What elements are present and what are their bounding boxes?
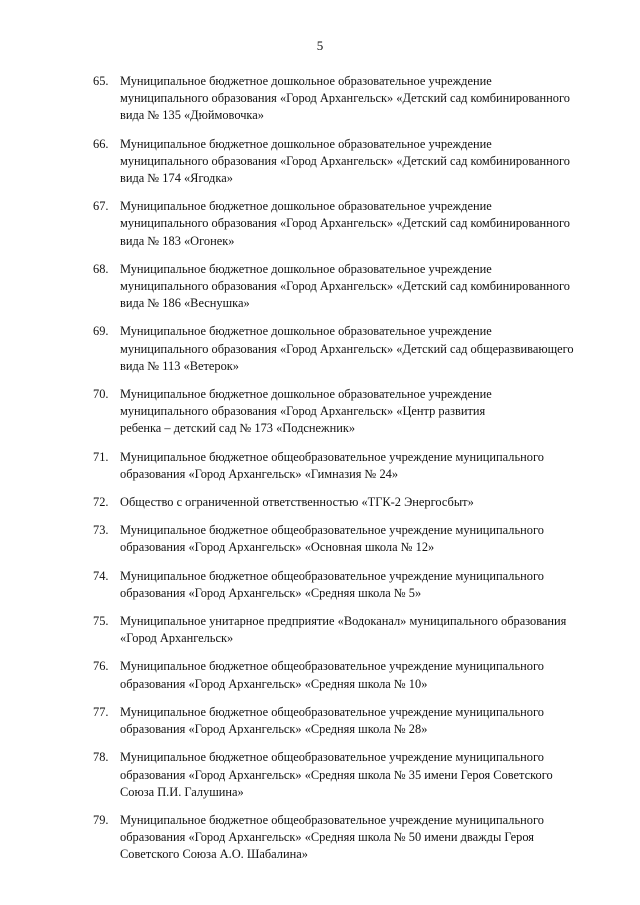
list-item-text	[120, 198, 593, 250]
list-item-line: муниципального образования «Город Архангельск» «Детский сад общеразвивающего	[120, 341, 574, 356]
list-item	[93, 136, 593, 188]
list-item-text	[120, 568, 593, 602]
list-item-line: вида № 135 «Дюймовочка»	[120, 108, 264, 123]
list-item-line: муниципального образования «Город Архангельск» «Центр развития	[120, 404, 486, 419]
list-item-line: Муниципальное бюджетное дошкольное образовательное учреждение	[120, 74, 492, 88]
list-item	[93, 568, 593, 602]
list-item-number: 77.	[93, 704, 109, 719]
list-item-number: 67.	[93, 199, 109, 214]
list-item-line: Муниципальное бюджетное общеобразовательное учреждение муниципального	[120, 750, 544, 765]
list-item-text	[120, 494, 593, 511]
list-item-line: образования «Город Архангельск» «Средняя школа № 35 имени Героя Советского	[120, 767, 553, 782]
list-item-line: Муниципальное бюджетное общеобразовательное учреждение муниципального	[120, 704, 544, 719]
list-item-text	[120, 812, 593, 864]
list-item-line: ребенка – детский сад № 173 «Подснежник»	[120, 421, 356, 436]
list-item-line: муниципального образования «Город Архангельск» «Детский сад комбинированного	[120, 91, 570, 106]
organization-list	[93, 73, 593, 875]
list-item-line: муниципального образования «Город Архангельск» «Детский сад комбинированного	[120, 279, 570, 294]
list-item	[93, 386, 593, 438]
list-item-line: вида № 183 «Огонек»	[120, 233, 235, 248]
list-item-line: образования «Город Архангельск» «Средняя школа № 50 имени дважды Героя	[120, 830, 534, 845]
list-item-line: Муниципальное бюджетное дошкольное образовательное учреждение	[120, 387, 492, 402]
list-item	[93, 261, 593, 313]
list-item	[93, 613, 593, 647]
list-item-number: 71.	[93, 449, 109, 464]
list-item-line: вида № 186 «Веснушка»	[120, 296, 250, 311]
list-item-line: муниципального образования «Город Архангельск» «Детский сад комбинированного	[120, 153, 570, 168]
list-item-line: Союза П.И. Галушина»	[120, 784, 244, 799]
list-item	[93, 658, 593, 692]
list-item	[93, 494, 593, 511]
list-item-number: 73.	[93, 523, 109, 538]
page-number: 5	[316, 38, 324, 53]
list-item-line: образования «Город Архангельск» «Основная школа № 12»	[120, 540, 435, 555]
list-item-line: Муниципальное бюджетное общеобразовательное учреждение муниципального	[120, 523, 544, 538]
list-item-text	[120, 658, 593, 692]
list-item-text	[120, 73, 593, 125]
list-item-line: Общество с ограниченной ответственностью «ТГК-2 Энергосбыт»	[120, 495, 474, 510]
list-item-line: Муниципальное бюджетное общеобразовательное учреждение муниципального	[120, 568, 544, 583]
list-item-line: образования «Город Архангельск» «Гимназия № 24»	[120, 466, 399, 481]
list-item-line: вида № 113 «Ветерок»	[120, 358, 240, 373]
list-item-line: вида № 174 «Ягодка»	[120, 171, 233, 186]
list-item-number: 65.	[93, 74, 109, 88]
list-item	[93, 73, 593, 125]
list-item-text	[120, 522, 593, 556]
list-item-number: 66.	[93, 136, 109, 151]
list-item-text	[120, 749, 593, 801]
list-item	[93, 198, 593, 250]
list-item-line: образования «Город Архангельск» «Средняя школа № 5»	[120, 585, 422, 600]
list-item-number: 68.	[93, 261, 109, 276]
list-item-text	[120, 449, 593, 483]
list-item-number: 72.	[93, 495, 109, 510]
list-item	[93, 749, 593, 801]
list-item	[93, 704, 593, 738]
list-item-number: 76.	[93, 659, 109, 674]
list-item-number: 75.	[93, 614, 109, 629]
list-item-line: образования «Город Архангельск» «Средняя школа № 28»	[120, 722, 428, 737]
list-item-line: Муниципальное бюджетное общеобразовательное учреждение муниципального	[120, 449, 544, 464]
list-item	[93, 812, 593, 864]
list-item-number: 74.	[93, 568, 109, 583]
list-item-text	[120, 323, 593, 375]
list-item-line: Муниципальное бюджетное дошкольное образовательное учреждение	[120, 324, 492, 339]
list-item-number: 79.	[93, 812, 109, 827]
list-item-text	[120, 136, 593, 188]
list-item-line: Муниципальное бюджетное общеобразовательное учреждение муниципального	[120, 659, 544, 674]
list-item-number: 69.	[93, 324, 109, 339]
list-item	[93, 449, 593, 483]
list-item-line: Муниципальное унитарное предприятие «Водоканал» муниципального образования	[120, 614, 567, 629]
list-item-line: Муниципальное бюджетное общеобразовательное учреждение муниципального	[120, 812, 544, 827]
list-item-line: Муниципальное бюджетное дошкольное образовательное учреждение	[120, 261, 492, 276]
list-item-line: образования «Город Архангельск» «Средняя школа № 10»	[120, 676, 428, 691]
list-item-number: 70.	[93, 387, 109, 402]
list-item-text	[120, 261, 593, 313]
list-item-line: Советского Союза А.О. Шабалина»	[120, 847, 308, 862]
list-item-text	[120, 704, 593, 738]
list-item-line: Муниципальное бюджетное дошкольное образовательное учреждение	[120, 199, 492, 214]
list-item-text	[120, 386, 593, 438]
list-item-text	[120, 613, 593, 647]
list-item-number: 78.	[93, 750, 109, 765]
list-item	[93, 522, 593, 556]
list-item	[93, 323, 593, 375]
list-item-line: муниципального образования «Город Архангельск» «Детский сад комбинированного	[120, 216, 570, 231]
list-item-line: Муниципальное бюджетное дошкольное образовательное учреждение	[120, 136, 492, 151]
list-item-line: «Город Архангельск»	[120, 631, 234, 646]
